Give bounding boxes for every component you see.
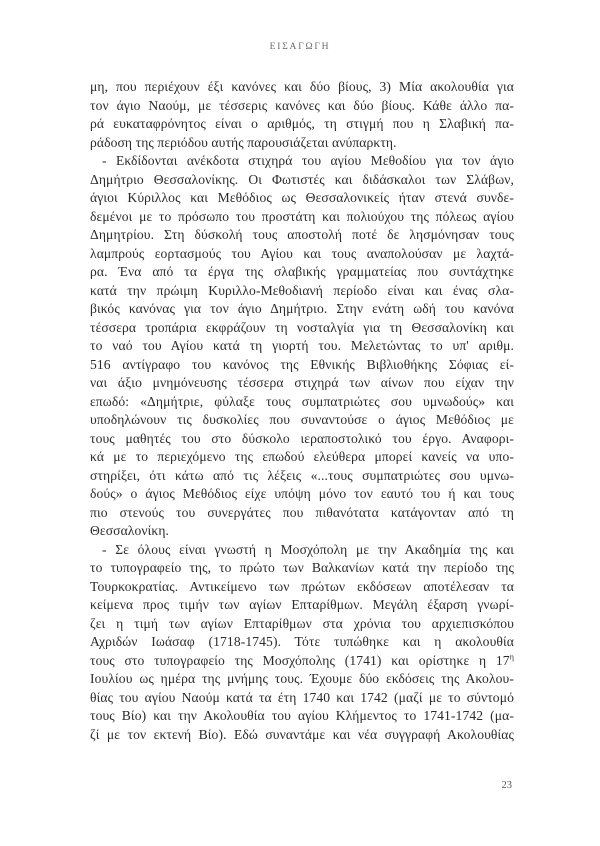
- text-line: [90, 652, 514, 671]
- text-line: Δημήτριο Θεσσαλονίκης. Οι Φωτιστές και διδάσκαλοι των Σλάβων,: [90, 171, 514, 187]
- page-number: 23: [501, 780, 512, 791]
- text-line: - Σε όλους είναι γνωστή η Μοσχόπολη με την Ακαδημία της και: [102, 541, 514, 557]
- text-line: κατά την πρώιμη Κυριλλο-Μεθοδιανή περίοδο είναι και ένας σλα-: [90, 282, 514, 298]
- text-line: ζί με τον εκτενή Βίο). Εδώ συναντάμε και νέα συγγραφή Ακολουθίας: [90, 726, 514, 742]
- text-line: τους μαθητές του στο δύσκολο ιεραποστολικό του έργο. Αναφορι-: [90, 430, 514, 446]
- text-line: ζει η τιμή των αγίων Επταρίθμων στα χρόνια του αρχιεπισκόπου: [90, 615, 514, 631]
- text-line: λαμπρούς εορτασμούς του Αγίου και τους αναπολούσαν με λαχτά-: [90, 245, 514, 261]
- text-line: κά με το περιεχόμενο της επωδού ελεύθερα μπορεί κανείς να υπο-: [90, 449, 514, 464]
- text-line: άγιοι Κύριλλος και Μεθόδιος ως Θεσσαλονικείς ήταν στενά συνδε-: [90, 190, 514, 205]
- text-line: πιο στενούς του συνεργάτες που πιθανότατα κατάγονταν από τη: [90, 504, 514, 520]
- text-line: στηρίξει, ότι κάτω από τις λέξεις «...τους συμπατριώτες σου υμνω-: [90, 467, 514, 483]
- text-line: υποδηλώνουν τις δυσκολίες που συναντούσε ο άγιος Μεθόδιος με: [90, 412, 514, 427]
- text-line: ρα. Ένα από τα έργα της σλαβικής γραμματείας που συντάχτηκε: [90, 264, 514, 279]
- text-line: Αχριδών Ιωάσαφ (1718-1745). Τότε τυπώθηκε και η ακολουθία: [90, 634, 514, 649]
- text-line: δεμένοι με το πρόσωπο του προστάτη και πολιούχου της πόλεως αγίου: [90, 208, 514, 224]
- text-line: μη, που περιέχουν έξι κανόνες και δύο βίους, 3) Μία ακολουθία για: [90, 79, 514, 94]
- text-line: τον άγιο Ναούμ, με τέσσερις κανόνες και δύο βίους. Κάθε άλλο πα-: [90, 97, 514, 113]
- text-line: Θεσσαλονίκη.: [90, 523, 170, 538]
- text-line: επωδό: «Δημήτριε, φύλαξε τους συμπατριώτες σου υμνωδούς» και: [90, 393, 514, 409]
- text-line: το τυπογραφείο της, το πρώτο των Βαλκανίων κατά την περίοδο της: [90, 560, 514, 575]
- text-line: Δημητρίου. Στη δύσκολή τους αποστολή ποτέ δε λησμόνησαν τους: [90, 227, 514, 242]
- text-line: ρά ευκαταφρόνητος είναι ο αριθμός, τη στιγμή που η Σλαβική πα-: [90, 116, 514, 131]
- text-line: 516 αντίγραφο του κανόνος της Εθνικής Βιβλιοθήκης Σόφιας εί-: [90, 356, 514, 372]
- text-line: βικός κανόνας για τον άγιο Δημήτριο. Στην ενάτη ωδή του κανόνα: [90, 301, 514, 316]
- text-line: κείμενα προς τιμήν των αγίων Επταρίθμων. Μεγάλη έξαρση γνωρί-: [90, 597, 514, 612]
- text-line: το ναό του Αγίου κατά τη γιορτή του. Μελετώντας το υπ' αριθμ.: [90, 338, 514, 353]
- text-line: Ιουλίου ως ημέρα της μνήμης τους. Έχουμε δύο εκδόσεις της Ακολου-: [90, 671, 514, 686]
- text-line: - Εκδίδονται ανέκδοτα στιχηρά του αγίου Μεθοδίου για τον άγιο: [102, 153, 514, 168]
- text-line: θίας του αγίου Ναούμ κατά τα έτη 1740 και 1742 (μαζί με το σύντομό: [90, 689, 514, 705]
- running-head: ΕΙΣΑΓΩΓΗ: [269, 42, 331, 52]
- text-line: ράδοση της περιόδου αυτής παρουσιάζεται ανύπαρκτη.: [90, 134, 397, 150]
- body-text: [90, 78, 514, 744]
- text-line: τέσσερα τροπάρια εκφράζουν τη νοσταλγία για τη Θεσσαλονίκη και: [90, 319, 514, 335]
- text-line-content: τους στο τυπογραφείο της Μοσχόπολης (1741) και ορίστηκε η 17: [90, 652, 510, 668]
- text-line: δούς» ο άγιος Μεθόδιος είχε υπόψη μόνο τον εαυτό του ή και τους: [90, 486, 514, 501]
- text-line: ναι άξιο μνημόνευσης τέσσερα στιχηρά των αίνων που είχαν την: [90, 375, 514, 390]
- text-line: τους Βίο) και την Ακολουθία του αγίου Κλήμεντος το 1741-1742 (μα-: [90, 708, 514, 723]
- text-line: Τουρκοκρατίας. Αντικείμενο των πρώτων εκδόσεων αποτέλεσαν τα: [90, 578, 514, 594]
- superscript: η: [509, 651, 514, 661]
